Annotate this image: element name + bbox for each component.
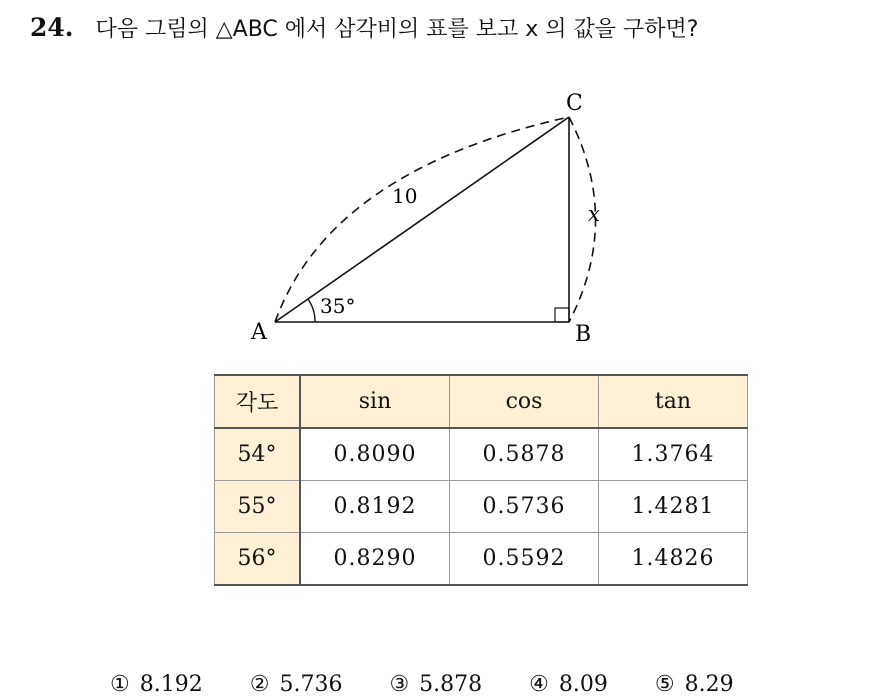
table-header-row (215, 375, 748, 428)
vertex-b-label: B (575, 322, 592, 347)
tan-value: 1.4281 (599, 481, 748, 533)
choice-4[interactable] (529, 672, 608, 697)
choice-marker: ② (249, 672, 270, 697)
table-row (215, 481, 748, 533)
choice-value: 8.192 (139, 672, 203, 697)
answer-choices (110, 672, 774, 697)
cos-value: 0.5878 (450, 428, 599, 481)
choice-2[interactable] (250, 672, 343, 697)
column-header-tan: tan (599, 375, 748, 428)
choice-value: 5.878 (419, 672, 483, 697)
column-header-cos: cos (450, 375, 599, 428)
table-row (215, 428, 748, 481)
right-angle-marker (555, 308, 569, 322)
sin-value: 0.8090 (300, 428, 450, 481)
tan-value: 1.3764 (599, 428, 748, 481)
row-angle: 54° (215, 428, 301, 481)
sin-value: 0.8290 (300, 533, 450, 586)
tan-value: 1.4826 (599, 533, 748, 586)
side-x-label: x (588, 202, 600, 226)
angle-label: 35° (320, 294, 356, 318)
choice-marker: ① (110, 672, 130, 697)
row-angle: 55° (215, 481, 301, 533)
choice-value: 5.736 (279, 672, 343, 697)
choice-marker: ③ (389, 672, 410, 697)
choice-3[interactable] (389, 672, 482, 697)
question-text: 다음 그림의 △ABC 에서 삼각비의 표를 보고 x 의 값을 구하면? (95, 17, 699, 42)
hypotenuse-length-label: 10 (392, 184, 418, 208)
sin-value: 0.8192 (300, 481, 450, 533)
angle-arc (308, 299, 315, 322)
choice-value: 8.29 (684, 672, 734, 697)
side-ac (275, 117, 569, 322)
cos-value: 0.5736 (450, 481, 599, 533)
choice-marker: ④ (529, 672, 549, 697)
question-number: 24. (30, 13, 74, 42)
choice-value: 8.09 (558, 672, 608, 697)
trig-ratio-table (214, 374, 748, 586)
vertex-a-label: A (251, 320, 267, 345)
vertex-c-label: C (566, 91, 583, 116)
choice-5[interactable] (655, 672, 734, 697)
choice-marker: ⑤ (654, 672, 675, 697)
column-header-angle: 각도 (215, 375, 301, 428)
column-header-sin: sin (300, 375, 450, 428)
choice-1[interactable] (110, 672, 203, 697)
cos-value: 0.5592 (450, 533, 599, 586)
row-angle: 56° (215, 533, 301, 586)
table-row (215, 533, 748, 586)
